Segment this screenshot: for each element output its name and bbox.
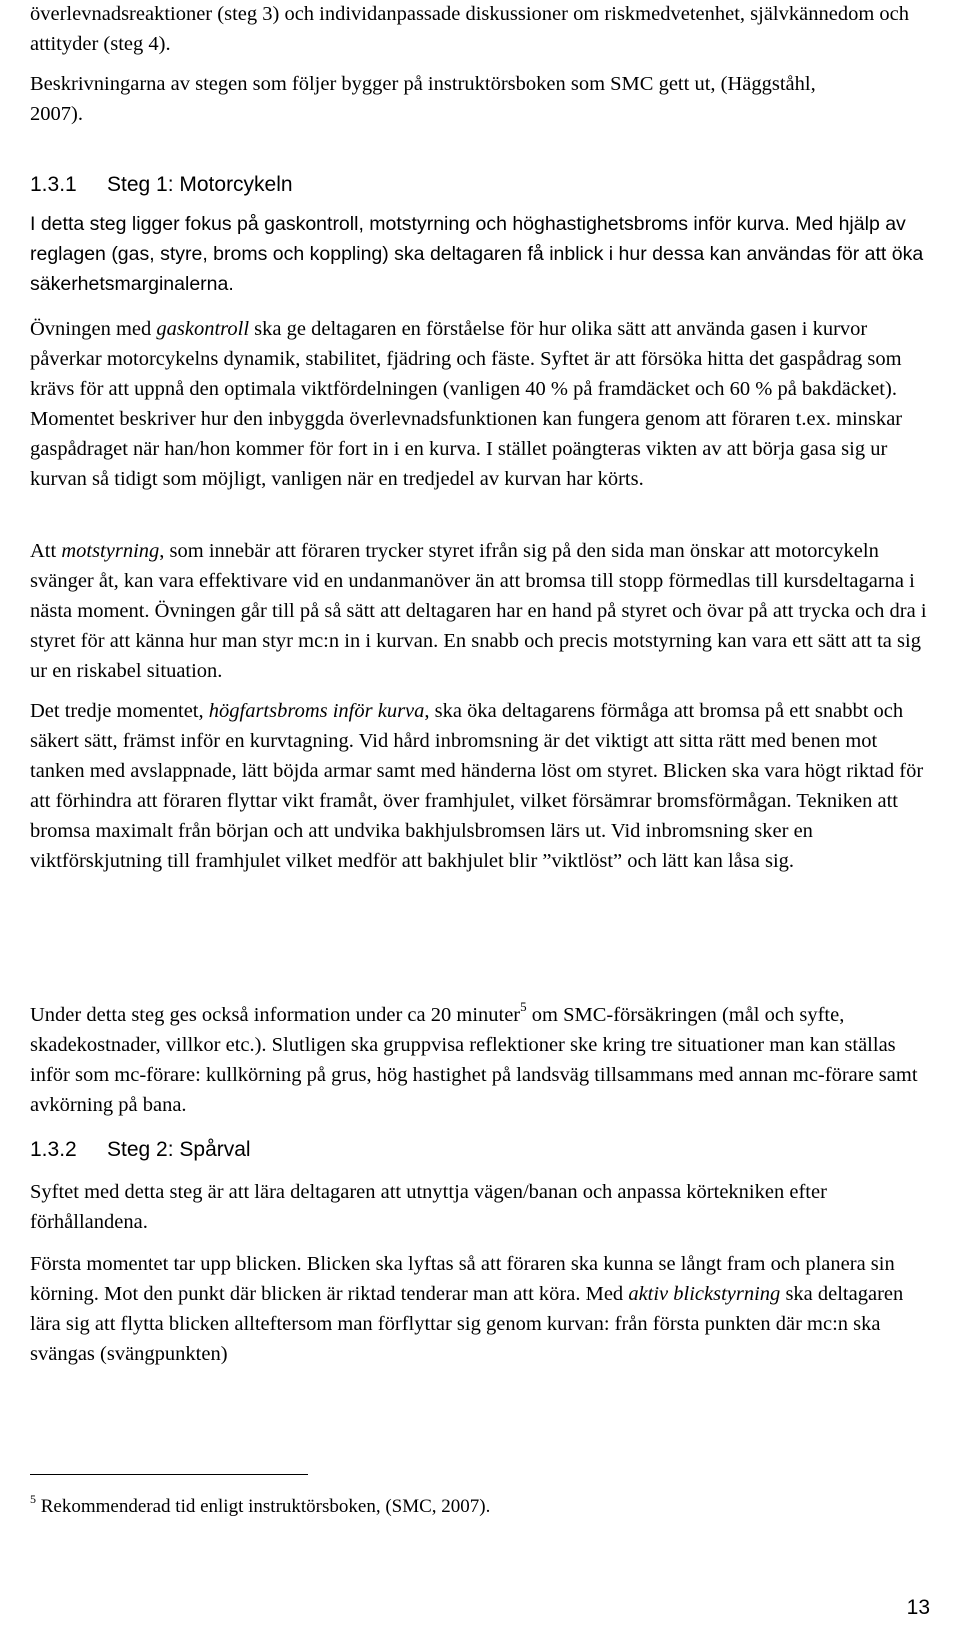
- section-number: 1.3.1: [30, 173, 77, 196]
- footnote-divider: [30, 1474, 308, 1475]
- section2-paragraph-1: Syftet med detta steg är att lära deltagaren att utnyttja vägen/banan och anpassa körtekniken efter förhållandena.: [30, 1181, 827, 1233]
- footnote-marker: 5: [30, 1491, 36, 1506]
- emphasis-motstyrning: motstyrning: [61, 540, 160, 562]
- footnote-reference[interactable]: 5: [520, 999, 527, 1015]
- section-title: Steg 1: Motorcykeln: [107, 173, 293, 196]
- intro-paragraph-1: överlevnadsreaktioner (steg 3) och individanpassade diskussioner om riskmedvetenhet, självkännedom och attityder (steg 4).: [30, 3, 909, 55]
- emphasis-hogfartsbroms: högfartsbroms inför kurva: [208, 700, 425, 722]
- intro-paragraph-2: Beskrivningarna av stegen som följer bygger på instruktörsboken som SMC gett ut, (Häggståhl, 2007).: [30, 73, 816, 125]
- section-heading-1-3-1: [30, 170, 293, 200]
- footnote: [30, 1491, 491, 1519]
- footnote-text: Rekommenderad tid enligt instruktörsboken, (SMC, 2007).: [40, 1496, 491, 1517]
- section-title: Steg 2: Spårval: [107, 1138, 251, 1161]
- emphasis-aktiv-blickstyrning: aktiv blickstyrning: [628, 1283, 781, 1305]
- section1-paragraph-2: Övningen med gaskontroll ska ge deltagaren en förståelse för hur olika sätt att använda gasen i kurvor påverkar motorcykelns dynamik, stabilitet, fjädring och fäste. Syftet är att försöka hitta det gaspådrag som krävs för att uppnå den optimala viktfördelningen (vanligen 40 % på framdäcket och 60 % på bakdäcket). Momentet beskriver hur den inbyggda överlevnadsfunktionen kan fungera genom att föraren t.ex. minskar gaspådraget när han/hon kommer för fort in i en kurva. I stället poängteras vikten av att börja gasa sig ur kurvan så tidigt som möjligt, vanligen när en tredjedel av kurvan har körts.: [30, 318, 903, 490]
- page-number: 13: [906, 1596, 930, 1619]
- emphasis-gaskontroll: gaskontroll: [156, 318, 250, 340]
- section1-paragraph-4: Det tredje momentet, högfartsbroms inför kurva, ska öka deltagarens förmåga att bromsa på ett snabbt och säkert sätt, främst inför en kurvtagning. Vid hård inbromsning är det viktigt att sitta rätt med benen mot tanken med avslappnade, lätt böjda armar samt med händerna löst om styret. Blicken ska vara högt riktad för att förhindra att föraren flyttar vikt framåt, över framhjulet, vilket försämrar bromsförmågan. Tekniken att bromsa maximalt från början och att undvika bakhjulsbromsen lärs ut. Vid inbromsning sker en viktförskjutning till framhjulet vilket medför att bakhjulet blir ”viktlöst” och lätt kan låsa sig.: [30, 700, 924, 872]
- section1-paragraph-3: Att motstyrning, som innebär att föraren trycker styret ifrån sig på den sida man önskar att motorcykeln svänger åt, kan vara effektivare vid en undanmanöver än att bromsa till stopp förmedlas till kursdeltagarna i nästa moment. Övningen går till på så sätt att deltagaren har en hand på styret och övar på att trycka och dra i styret för att känna hur man styr mc:n in i kurvan. En snabb och precis motstyrning kan vara ett sätt att ta sig ur en riskabel situation.: [30, 540, 927, 682]
- section1-paragraph-5: Under detta steg ges också information under ca 20 minuter$^5$ om SMC-försäkringen (mål och syfte, skadekostnader, villkor etc.). Slutligen ska gruppvisa reflektioner ske kring tre situationer man kan ställas inför som mc-förare: kullkörning på grus, hög hastighet på landsväg tillsammans med annan mc-förare samt avkörning på bana.: [30, 999, 918, 1116]
- section1-paragraph-1: I detta steg ligger fokus på gaskontroll, motstyrning och höghastighetsbroms inför kurva. Med hjälp av reglagen (gas, styre, broms och koppling) ska deltagaren få inblick i hur dessa kan användas för att öka säkerhetsmarginalerna.: [30, 213, 924, 295]
- section-heading-1-3-2: [30, 1135, 251, 1165]
- section2-paragraph-2: Första momentet tar upp blicken. Blicken ska lyftas så att föraren ska kunna se långt fram och planera sin körning. Mot den punkt där blicken är riktad tenderar man att köra. Med aktiv blickstyrning ska deltagaren lära sig att flytta blicken allteftersom man förflyttar sig genom kurvan: från första punkten där mc:n ska svängas (svängpunkten): [30, 1253, 904, 1365]
- section-number: 1.3.2: [30, 1138, 77, 1161]
